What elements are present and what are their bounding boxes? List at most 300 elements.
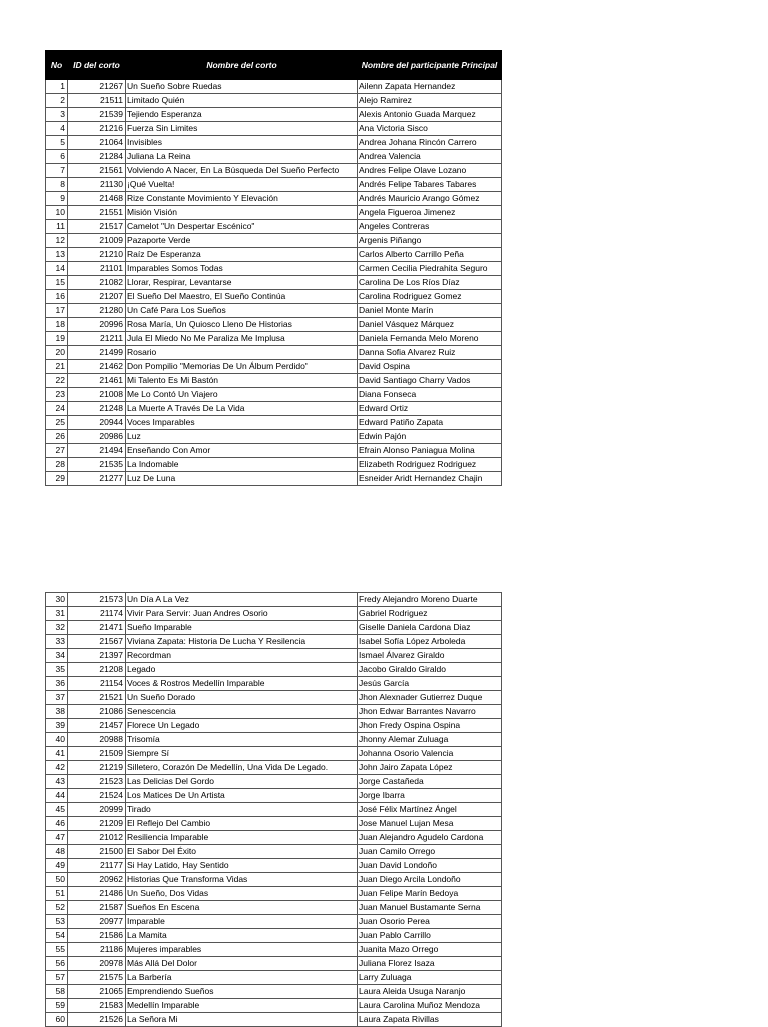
short-name: Enseñando Con Amor (126, 444, 358, 458)
table-row (46, 318, 502, 332)
table-row (46, 663, 502, 677)
short-name: Rize Constante Movimiento Y Elevación (126, 192, 358, 206)
table-row (46, 80, 502, 94)
short-name: Limitado Quién (126, 94, 358, 108)
short-name: Luz (126, 430, 358, 444)
table-row (46, 150, 502, 164)
participant-name: Argenis Piñango (358, 234, 502, 248)
row-number: 7 (46, 164, 68, 178)
table-row (46, 388, 502, 402)
table-row (46, 402, 502, 416)
table-row (46, 915, 502, 929)
row-number: 30 (46, 593, 68, 607)
short-name: Tirado (126, 803, 358, 817)
participant-name: Larry Zuluaga (358, 971, 502, 985)
participant-name: Juan Camilo Orrego (358, 845, 502, 859)
short-id: 20978 (68, 957, 126, 971)
participant-name: Juan Pablo Carrillo (358, 929, 502, 943)
short-name: Los Matices De Un Artista (126, 789, 358, 803)
participant-name: Jhon Alexnader Gutierrez Duque (358, 691, 502, 705)
row-number: 16 (46, 290, 68, 304)
short-id: 21561 (68, 164, 126, 178)
row-number: 10 (46, 206, 68, 220)
short-id: 21526 (68, 1013, 126, 1027)
short-id: 21174 (68, 607, 126, 621)
row-number: 3 (46, 108, 68, 122)
table-row (46, 789, 502, 803)
short-name: Tejiendo Esperanza (126, 108, 358, 122)
row-number: 49 (46, 859, 68, 873)
participant-name: Andrea Johana Rincón Carrero (358, 136, 502, 150)
short-id: 21216 (68, 122, 126, 136)
row-number: 42 (46, 761, 68, 775)
table-row (46, 472, 502, 486)
short-id: 21065 (68, 985, 126, 999)
table-row (46, 859, 502, 873)
short-name: ¡Qué Vuelta! (126, 178, 358, 192)
short-id: 21499 (68, 346, 126, 360)
row-number: 58 (46, 985, 68, 999)
table-row (46, 705, 502, 719)
short-name: Rosa María, Un Quiosco Lleno De Historias (126, 318, 358, 332)
table-row (46, 122, 502, 136)
short-name: Siempre Sí (126, 747, 358, 761)
participant-name: Jesús García (358, 677, 502, 691)
participant-name: Angela Figueroa Jimenez (358, 206, 502, 220)
short-name: Un Café Para Los Sueños (126, 304, 358, 318)
short-name: El Sabor Del Éxito (126, 845, 358, 859)
row-number: 12 (46, 234, 68, 248)
short-id: 21461 (68, 374, 126, 388)
participant-name: Jhonny Alemar Zuluaga (358, 733, 502, 747)
participant-name: Andrea Valencia (358, 150, 502, 164)
short-name: Voces Imparables (126, 416, 358, 430)
short-id: 21209 (68, 817, 126, 831)
row-number: 11 (46, 220, 68, 234)
participant-name: Andrés Felipe Tabares Tabares (358, 178, 502, 192)
short-name: Imparables Somos Todas (126, 262, 358, 276)
row-number: 27 (46, 444, 68, 458)
table-row (46, 164, 502, 178)
short-name: Florece Un Legado (126, 719, 358, 733)
short-id: 21082 (68, 276, 126, 290)
table-row (46, 761, 502, 775)
short-id: 21462 (68, 360, 126, 374)
short-name: Imparable (126, 915, 358, 929)
participant-name: Jhon Fredy Ospina Ospina (358, 719, 502, 733)
table-row (46, 817, 502, 831)
table-row (46, 108, 502, 122)
short-name: Invisibles (126, 136, 358, 150)
participant-name: Andres Felipe Olave Lozano (358, 164, 502, 178)
row-number: 8 (46, 178, 68, 192)
header-no: No (46, 51, 68, 80)
participant-name: Juan Alejandro Agudelo Cardona (358, 831, 502, 845)
header-participant: Nombre del participante Principal (358, 51, 502, 80)
table-row (46, 985, 502, 999)
short-id: 21248 (68, 402, 126, 416)
table-row (46, 136, 502, 150)
short-id: 21567 (68, 635, 126, 649)
row-number: 32 (46, 621, 68, 635)
short-name: Luz De Luna (126, 472, 358, 486)
participant-name: Ana Victoria Sisco (358, 122, 502, 136)
participant-name: Daniela Fernanda Melo Moreno (358, 332, 502, 346)
short-id: 21101 (68, 262, 126, 276)
short-id: 21207 (68, 290, 126, 304)
table-body-1 (46, 80, 502, 486)
table-row (46, 290, 502, 304)
row-number: 41 (46, 747, 68, 761)
participant-name: David Ospina (358, 360, 502, 374)
row-number: 60 (46, 1013, 68, 1027)
row-number: 21 (46, 360, 68, 374)
short-name: Sueños En Escena (126, 901, 358, 915)
short-name: Senescencia (126, 705, 358, 719)
participant-name: Edward Patiño Zapata (358, 416, 502, 430)
table-row (46, 747, 502, 761)
short-id: 21211 (68, 332, 126, 346)
short-name: Más Allá Del Dolor (126, 957, 358, 971)
row-number: 22 (46, 374, 68, 388)
short-name: Volviendo A Nacer, En La Búsqueda Del Sueño Perfecto (126, 164, 358, 178)
row-number: 20 (46, 346, 68, 360)
short-name: Trisomía (126, 733, 358, 747)
short-name: Un Día A La Vez (126, 593, 358, 607)
short-name: Voces & Rostros Medellín Imparable (126, 677, 358, 691)
short-id: 21267 (68, 80, 126, 94)
shorts-table-2 (45, 592, 502, 1027)
participant-name: Laura Carolina Muñoz Mendoza (358, 999, 502, 1013)
participant-name: Elizabeth Rodriguez Rodriguez (358, 458, 502, 472)
participant-name: Juanita Mazo Orrego (358, 943, 502, 957)
table-row (46, 444, 502, 458)
short-name: Rosario (126, 346, 358, 360)
row-number: 48 (46, 845, 68, 859)
short-id: 21064 (68, 136, 126, 150)
row-number: 25 (46, 416, 68, 430)
table-row (46, 887, 502, 901)
short-id: 21471 (68, 621, 126, 635)
table-row (46, 691, 502, 705)
participant-name: Laura Zapata Rivillas (358, 1013, 502, 1027)
table-row (46, 775, 502, 789)
short-name: Un Sueño, Dos Vidas (126, 887, 358, 901)
row-number: 45 (46, 803, 68, 817)
participant-name: Alexis Antonio Guada Marquez (358, 108, 502, 122)
participant-name: Juan Diego Arcila Londoño (358, 873, 502, 887)
short-id: 21086 (68, 705, 126, 719)
participant-name: Jorge Ibarra (358, 789, 502, 803)
row-number: 38 (46, 705, 68, 719)
short-id: 21511 (68, 94, 126, 108)
participant-name: Carmen Cecilia Piedrahita Seguro (358, 262, 502, 276)
table-row (46, 957, 502, 971)
table-row (46, 360, 502, 374)
row-number: 2 (46, 94, 68, 108)
participant-name: Fredy Alejandro Moreno Duarte (358, 593, 502, 607)
table-row (46, 999, 502, 1013)
short-name: Don Pompilio "Memorias De Un Álbum Perdido" (126, 360, 358, 374)
row-number: 40 (46, 733, 68, 747)
participant-name: Diana Fonseca (358, 388, 502, 402)
participant-name: Daniel Vásquez Márquez (358, 318, 502, 332)
participant-name: David Santiago Charry Vados (358, 374, 502, 388)
row-number: 17 (46, 304, 68, 318)
participant-name: José Félix Martínez Ángel (358, 803, 502, 817)
row-number: 44 (46, 789, 68, 803)
row-number: 59 (46, 999, 68, 1013)
short-name: La Barbería (126, 971, 358, 985)
row-number: 9 (46, 192, 68, 206)
short-name: Misión Visión (126, 206, 358, 220)
participant-name: Carolina Rodriguez Gomez (358, 290, 502, 304)
short-name: Un Sueño Dorado (126, 691, 358, 705)
short-id: 21012 (68, 831, 126, 845)
table-row (46, 649, 502, 663)
short-id: 21486 (68, 887, 126, 901)
participant-name: Jhon Edwar Barrantes Navarro (358, 705, 502, 719)
table-row (46, 458, 502, 472)
header-name: Nombre del corto (126, 51, 358, 80)
participant-name: Juan Manuel Bustamante Serna (358, 901, 502, 915)
table-row (46, 234, 502, 248)
participant-name: Edward Ortiz (358, 402, 502, 416)
row-number: 34 (46, 649, 68, 663)
table-row (46, 220, 502, 234)
short-name: Silletero, Corazón De Medellín, Una Vida De Legado. (126, 761, 358, 775)
table-row (46, 192, 502, 206)
participant-name: Daniel Monte Marín (358, 304, 502, 318)
participant-name: Esneider Aridt Hernandez Chajin (358, 472, 502, 486)
short-name: Historias Que Transforma Vidas (126, 873, 358, 887)
participant-name: Danna Sofia Alvarez Ruiz (358, 346, 502, 360)
short-id: 21535 (68, 458, 126, 472)
table-header-row (46, 51, 502, 80)
short-id: 21210 (68, 248, 126, 262)
table-row (46, 635, 502, 649)
short-name: Fuerza Sin Limites (126, 122, 358, 136)
row-number: 29 (46, 472, 68, 486)
row-number: 55 (46, 943, 68, 957)
short-id: 21130 (68, 178, 126, 192)
table-body-2 (46, 593, 502, 1027)
short-name: Sueño Imparable (126, 621, 358, 635)
table-row (46, 621, 502, 635)
participant-name: Ailenn Zapata Hernandez (358, 80, 502, 94)
participant-name: Edwin Pajón (358, 430, 502, 444)
row-number: 57 (46, 971, 68, 985)
short-id: 20999 (68, 803, 126, 817)
participant-name: Giselle Daniela Cardona Diaz (358, 621, 502, 635)
row-number: 53 (46, 915, 68, 929)
participant-name: Carolina De Los Ríos Díaz (358, 276, 502, 290)
participant-name: Angeles Contreras (358, 220, 502, 234)
table-row (46, 178, 502, 192)
short-name: Las Delicias Del Gordo (126, 775, 358, 789)
short-id: 20986 (68, 430, 126, 444)
short-id: 21509 (68, 747, 126, 761)
table-row (46, 733, 502, 747)
short-name: Pazaporte Verde (126, 234, 358, 248)
short-id: 21280 (68, 304, 126, 318)
short-name: Medellín Imparable (126, 999, 358, 1013)
short-id: 20988 (68, 733, 126, 747)
short-id: 21177 (68, 859, 126, 873)
row-number: 1 (46, 80, 68, 94)
table-row (46, 845, 502, 859)
row-number: 28 (46, 458, 68, 472)
table-row (46, 677, 502, 691)
short-id: 21457 (68, 719, 126, 733)
participant-name: Alejo Ramirez (358, 94, 502, 108)
short-id: 21575 (68, 971, 126, 985)
participant-name: Juan Felipe Marín Bedoya (358, 887, 502, 901)
participant-name: Jose Manuel Lujan Mesa (358, 817, 502, 831)
short-name: Resiliencia Imparable (126, 831, 358, 845)
short-name: Emprendiendo Sueños (126, 985, 358, 999)
participant-name: Johanna Osorio Valencia (358, 747, 502, 761)
short-id: 21583 (68, 999, 126, 1013)
row-number: 36 (46, 677, 68, 691)
table-row (46, 593, 502, 607)
short-id: 21539 (68, 108, 126, 122)
table-row (46, 276, 502, 290)
participant-name: Jorge Castañeda (358, 775, 502, 789)
row-number: 19 (46, 332, 68, 346)
short-id: 21517 (68, 220, 126, 234)
row-number: 37 (46, 691, 68, 705)
short-name: La Mamita (126, 929, 358, 943)
short-id: 21284 (68, 150, 126, 164)
row-number: 43 (46, 775, 68, 789)
row-number: 52 (46, 901, 68, 915)
participant-name: Gabriel Rodriguez (358, 607, 502, 621)
row-number: 35 (46, 663, 68, 677)
table-row (46, 94, 502, 108)
short-name: Juliana La Reina (126, 150, 358, 164)
short-id: 21523 (68, 775, 126, 789)
table-row (46, 971, 502, 985)
short-id: 21573 (68, 593, 126, 607)
row-number: 14 (46, 262, 68, 276)
table-row (46, 248, 502, 262)
table-row (46, 332, 502, 346)
short-id: 21494 (68, 444, 126, 458)
short-id: 21586 (68, 929, 126, 943)
table-row (46, 831, 502, 845)
table-row (46, 873, 502, 887)
short-name: La Muerte A Través De La Vida (126, 402, 358, 416)
row-number: 15 (46, 276, 68, 290)
short-id: 21208 (68, 663, 126, 677)
short-id: 21154 (68, 677, 126, 691)
row-number: 18 (46, 318, 68, 332)
row-number: 54 (46, 929, 68, 943)
short-name: Raíz De Esperanza (126, 248, 358, 262)
table-row (46, 262, 502, 276)
row-number: 56 (46, 957, 68, 971)
table-row (46, 346, 502, 360)
short-name: La Señora Mi (126, 1013, 358, 1027)
participant-name: Juan David Londoño (358, 859, 502, 873)
participant-name: Isabel Sofía López Arboleda (358, 635, 502, 649)
participant-name: Ismael Álvarez Giraldo (358, 649, 502, 663)
table-row (46, 607, 502, 621)
header-id: ID del corto (68, 51, 126, 80)
table-row (46, 374, 502, 388)
participant-name: Laura Aleida Usuga Naranjo (358, 985, 502, 999)
shorts-table-1 (45, 50, 502, 486)
short-id: 21277 (68, 472, 126, 486)
short-id: 21468 (68, 192, 126, 206)
row-number: 6 (46, 150, 68, 164)
participant-name: Jacobo Giraldo Giraldo (358, 663, 502, 677)
participant-name: John Jairo Zapata López (358, 761, 502, 775)
participant-name: Carlos Alberto Carrillo Peña (358, 248, 502, 262)
short-id: 21186 (68, 943, 126, 957)
row-number: 13 (46, 248, 68, 262)
short-name: Viviana Zapata: Historia De Lucha Y Resilencia (126, 635, 358, 649)
row-number: 51 (46, 887, 68, 901)
short-id: 21009 (68, 234, 126, 248)
short-id: 21008 (68, 388, 126, 402)
short-name: Llorar, Respirar, Levantarse (126, 276, 358, 290)
short-name: Mi Talento Es Mi Bastón (126, 374, 358, 388)
short-name: Me Lo Contó Un Viajero (126, 388, 358, 402)
short-id: 21219 (68, 761, 126, 775)
table-row (46, 719, 502, 733)
row-number: 46 (46, 817, 68, 831)
row-number: 24 (46, 402, 68, 416)
short-name: Mujeres imparables (126, 943, 358, 957)
short-id: 20944 (68, 416, 126, 430)
participant-name: Andrés Mauricio Arango Gómez (358, 192, 502, 206)
short-id: 20996 (68, 318, 126, 332)
table-row (46, 929, 502, 943)
short-name: Legado (126, 663, 358, 677)
short-name: Camelot "Un Despertar Escénico" (126, 220, 358, 234)
short-id: 21587 (68, 901, 126, 915)
participant-name: Efrain Alonso Paniagua Molina (358, 444, 502, 458)
short-id: 21521 (68, 691, 126, 705)
short-id: 20977 (68, 915, 126, 929)
short-name: La Indomable (126, 458, 358, 472)
short-name: Jula El Miedo No Me Paraliza Me Implusa (126, 332, 358, 346)
row-number: 23 (46, 388, 68, 402)
short-name: Vivir Para Servir: Juan Andres Osorio (126, 607, 358, 621)
row-number: 47 (46, 831, 68, 845)
table-row (46, 1013, 502, 1027)
short-name: Un Sueño Sobre Ruedas (126, 80, 358, 94)
short-name: Recordman (126, 649, 358, 663)
row-number: 31 (46, 607, 68, 621)
table-row (46, 901, 502, 915)
short-name: Si Hay Latido, Hay Sentido (126, 859, 358, 873)
short-name: El Reflejo Del Cambio (126, 817, 358, 831)
table-row (46, 206, 502, 220)
row-number: 4 (46, 122, 68, 136)
participant-name: Juliana Florez Isaza (358, 957, 502, 971)
table-row (46, 416, 502, 430)
table-row (46, 430, 502, 444)
row-number: 33 (46, 635, 68, 649)
short-id: 20962 (68, 873, 126, 887)
short-name: El Sueño Del Maestro, El Sueño Continúa (126, 290, 358, 304)
table-row (46, 304, 502, 318)
short-id: 21524 (68, 789, 126, 803)
row-number: 50 (46, 873, 68, 887)
